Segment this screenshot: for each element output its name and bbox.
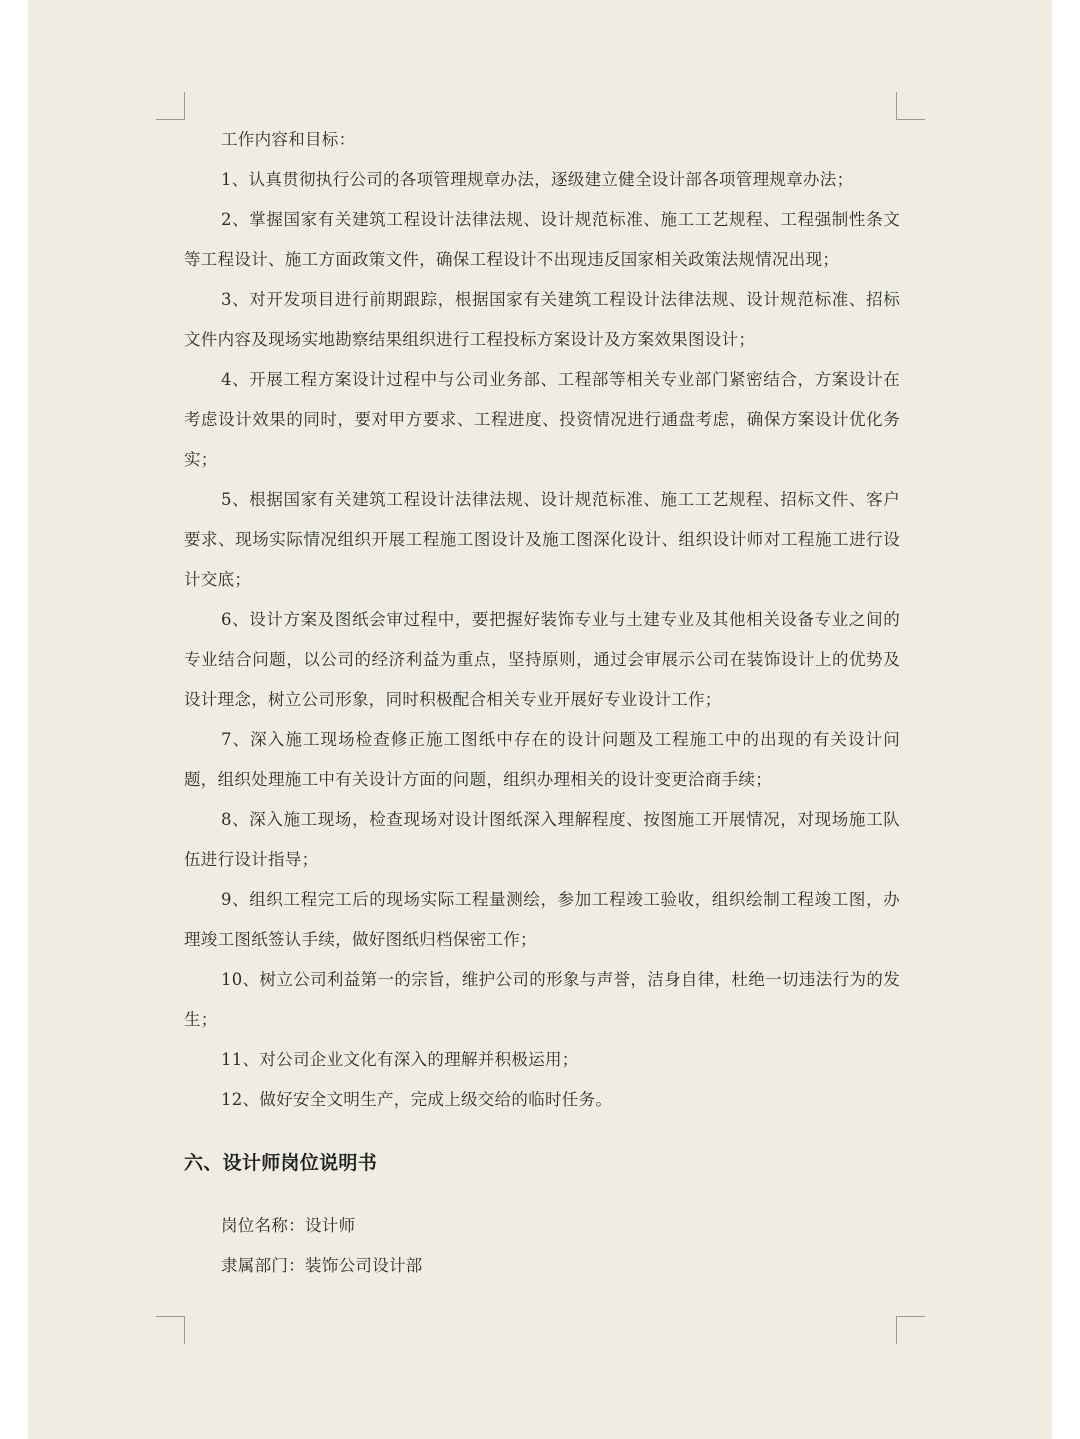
- list-item: 12、做好安全文明生产，完成上级交给的临时任务。: [221, 1090, 613, 1109]
- list-item: 2、掌握国家有关建筑工程设计法律法规、设计规范标准、施工工艺规程、工程强制性条文等工程设计、施工方面政策文件，确保工程设计不出现违反国家相关政策法规情况出现；: [184, 210, 900, 269]
- list-item: 3、对开发项目进行前期跟踪，根据国家有关建筑工程设计法律法规、设计规范标准、招标文件内容及现场实地勘察结果组织进行工程投标方案设计及方案效果图设计；: [184, 290, 900, 349]
- section-heading: 六、设计师岗位说明书: [184, 1152, 378, 1174]
- list-item: 10、树立公司利益第一的宗旨，维护公司的形象与声誉，洁身自律，杜绝一切违法行为的发生；: [184, 970, 900, 1029]
- list-item: 11、对公司企业文化有深入的理解并积极运用；: [221, 1050, 579, 1069]
- list-item: 4、开展工程方案设计过程中与公司业务部、工程部等相关专业部门紧密结合，方案设计在考虑设计效果的同时，要对甲方要求、工程进度、投资情况进行通盘考虑，确保方案设计优化务实；: [184, 370, 900, 469]
- crop-mark-top-right: [896, 92, 897, 120]
- crop-mark-top-right-h: [897, 119, 925, 120]
- crop-mark-bottom-left: [184, 1316, 185, 1344]
- crop-mark-bottom-right-h: [897, 1316, 925, 1317]
- list-item: 8、深入施工现场，检查现场对设计图纸深入理解程度、按图施工开展情况，对现场施工队伍进行设计指导；: [184, 810, 900, 869]
- list-item: 5、根据国家有关建筑工程设计法律法规、设计规范标准、施工工艺规程、招标文件、客户要求、现场实际情况组织开展工程施工图设计及施工图深化设计、组织设计师对工程施工进行设计交底；: [184, 490, 900, 589]
- crop-mark-top-left-h: [156, 119, 184, 120]
- department-line: 隶属部门：装饰公司设计部: [221, 1256, 423, 1275]
- document-body: [184, 120, 900, 1286]
- list-item: 7、深入施工现场检查修正施工图纸中存在的设计问题及工程施工中的出现的有关设计问题，组织处理施工中有关设计方面的问题，组织办理相关的设计变更洽商手续；: [184, 730, 900, 789]
- crop-mark-bottom-right: [896, 1316, 897, 1344]
- list-item: 6、设计方案及图纸会审过程中，要把握好装饰专业与土建专业及其他相关设备专业之间的专业结合问题，以公司的经济利益为重点，坚持原则，通过会审展示公司在装饰设计上的优势及设计理念，树立公司形象，同时积极配合相关专业开展好专业设计工作；: [184, 610, 900, 709]
- crop-mark-top-left: [184, 92, 185, 120]
- list-item: 1、认真贯彻执行公司的各项管理规章办法，逐级建立健全设计部各项管理规章办法；: [221, 170, 854, 189]
- crop-mark-bottom-left-h: [156, 1316, 184, 1317]
- list-item: 9、组织工程完工后的现场实际工程量测绘，参加工程竣工验收，组织绘制工程竣工图，办理竣工图纸签认手续，做好图纸归档保密工作；: [184, 890, 900, 949]
- intro-line: 工作内容和目标：: [221, 130, 356, 149]
- job-title-line: 岗位名称：设计师: [221, 1216, 356, 1235]
